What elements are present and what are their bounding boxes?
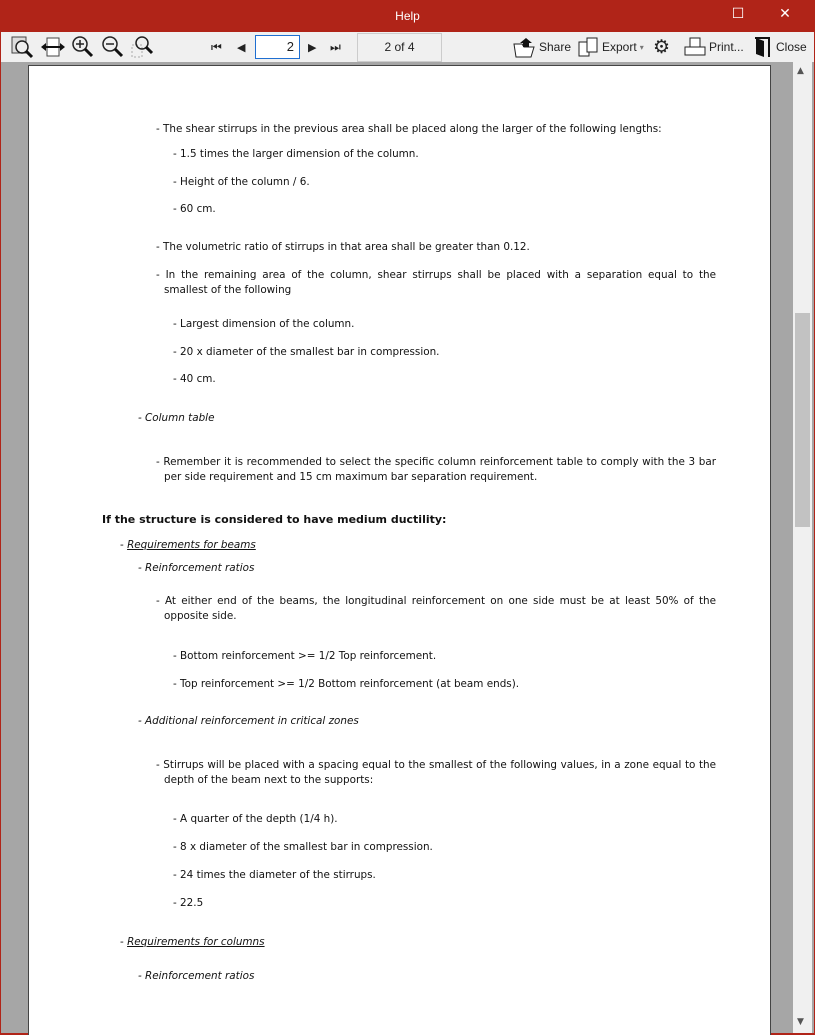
- section-heading: If the structure is considered to have medium ductility:: [102, 513, 447, 526]
- subheading: - Reinforcement ratios: [138, 970, 255, 982]
- page-count: 2 of 4: [357, 33, 442, 62]
- zoom-out-button[interactable]: [101, 35, 125, 59]
- next-icon: ▶: [308, 41, 317, 54]
- fit-width-icon: [40, 35, 66, 59]
- list-item: - Height of the column / 6.: [173, 176, 310, 188]
- list-item: - 60 cm.: [173, 203, 216, 215]
- toolbar: [1, 32, 814, 62]
- print-button[interactable]: [684, 35, 744, 59]
- zoom-out-icon: [101, 35, 125, 59]
- export-label: Export: [602, 40, 637, 54]
- print-label: Print...: [709, 40, 744, 54]
- list-item: - 40 cm.: [173, 373, 216, 385]
- list-item: - A quarter of the depth (1/4 h).: [173, 813, 338, 825]
- gear-icon: ⚙: [653, 36, 671, 58]
- dropdown-arrow-icon: ▾: [639, 42, 644, 52]
- share-label: Share: [539, 40, 572, 54]
- zoom-page-icon: [10, 35, 34, 59]
- paragraph: - At either end of the beams, the longitudinal reinforcement on one side must be at least 50% of the opposite side.: [156, 595, 716, 622]
- export-button[interactable]: [577, 35, 644, 59]
- document-page: [28, 65, 771, 1035]
- document-viewer: [1, 62, 814, 1033]
- scroll-up-icon[interactable]: ▲: [797, 66, 804, 76]
- settings-button[interactable]: [653, 35, 670, 59]
- subheading: - Column table: [138, 412, 215, 424]
- list-item: - 8 x diameter of the smallest bar in compression.: [173, 841, 433, 853]
- vertical-scrollbar[interactable]: [793, 62, 812, 1033]
- paragraph: - The shear stirrups in the previous area shall be placed along the larger of the following lengths:: [156, 123, 662, 135]
- section-link-row: [120, 538, 256, 553]
- zoom-actual-icon: [131, 35, 155, 59]
- export-icon: [577, 36, 599, 58]
- share-icon: [512, 36, 536, 58]
- first-page-icon: ⏮: [211, 39, 222, 54]
- list-item: - 22.5: [173, 897, 204, 909]
- next-page-button[interactable]: [308, 35, 316, 59]
- previous-icon: ◀: [237, 41, 246, 54]
- paragraph: - Remember it is recommended to select the specific column reinforcement table to comply with the 3 bar per side requirement and 15 cm maximum bar separation requirement.: [156, 456, 716, 483]
- zoom-fit-page-button[interactable]: [10, 35, 34, 59]
- dash: -: [120, 936, 128, 948]
- title-bar: [0, 0, 815, 32]
- list-item: - 20 x diameter of the smallest bar in compression.: [173, 346, 440, 358]
- close-label: Close: [776, 40, 807, 54]
- list-item: - Largest dimension of the column.: [173, 318, 355, 330]
- maximize-button[interactable]: ☐: [731, 6, 745, 22]
- section-link-row: [120, 935, 265, 950]
- close-button[interactable]: [753, 35, 807, 59]
- scroll-down-icon[interactable]: ▼: [797, 1017, 804, 1027]
- dash: -: [120, 539, 128, 551]
- list-item: - 24 times the diameter of the stirrups.: [173, 869, 376, 881]
- last-page-button[interactable]: [330, 35, 341, 59]
- list-item: - 1.5 times the larger dimension of the column.: [173, 148, 419, 160]
- subheading: - Additional reinforcement in critical zones: [138, 715, 359, 727]
- scrollbar-thumb[interactable]: [795, 313, 810, 527]
- window-title: Help: [395, 9, 420, 23]
- page-number-input[interactable]: 2: [255, 35, 300, 59]
- subheading: - Reinforcement ratios: [138, 562, 255, 574]
- requirements-for-columns-link[interactable]: Requirements for columns: [127, 936, 265, 948]
- share-button[interactable]: [512, 35, 571, 59]
- close-window-button[interactable]: ✕: [779, 6, 791, 22]
- previous-page-button[interactable]: [237, 35, 245, 59]
- zoom-in-button[interactable]: [71, 35, 95, 59]
- zoom-actual-button[interactable]: [131, 35, 155, 59]
- paragraph: - In the remaining area of the column, shear stirrups shall be placed with a separation equal to the smallest of the following: [156, 269, 716, 296]
- paragraph: - Stirrups will be placed with a spacing equal to the smallest of the following values, in a zone equal to the depth of the beam next to the supports:: [156, 759, 716, 786]
- door-icon: [753, 36, 773, 58]
- printer-icon: [684, 36, 706, 58]
- last-page-icon: ⏭: [330, 39, 341, 54]
- list-item: - Top reinforcement >= 1/2 Bottom reinforcement (at beam ends).: [173, 678, 520, 690]
- fit-width-button[interactable]: [40, 35, 66, 59]
- requirements-for-beams-link[interactable]: Requirements for beams: [127, 539, 256, 551]
- first-page-button[interactable]: [211, 35, 222, 59]
- paragraph: - The volumetric ratio of stirrups in that area shall be greater than 0.12.: [156, 241, 530, 253]
- list-item: - Bottom reinforcement >= 1/2 Top reinforcement.: [173, 650, 437, 662]
- zoom-in-icon: [71, 35, 95, 59]
